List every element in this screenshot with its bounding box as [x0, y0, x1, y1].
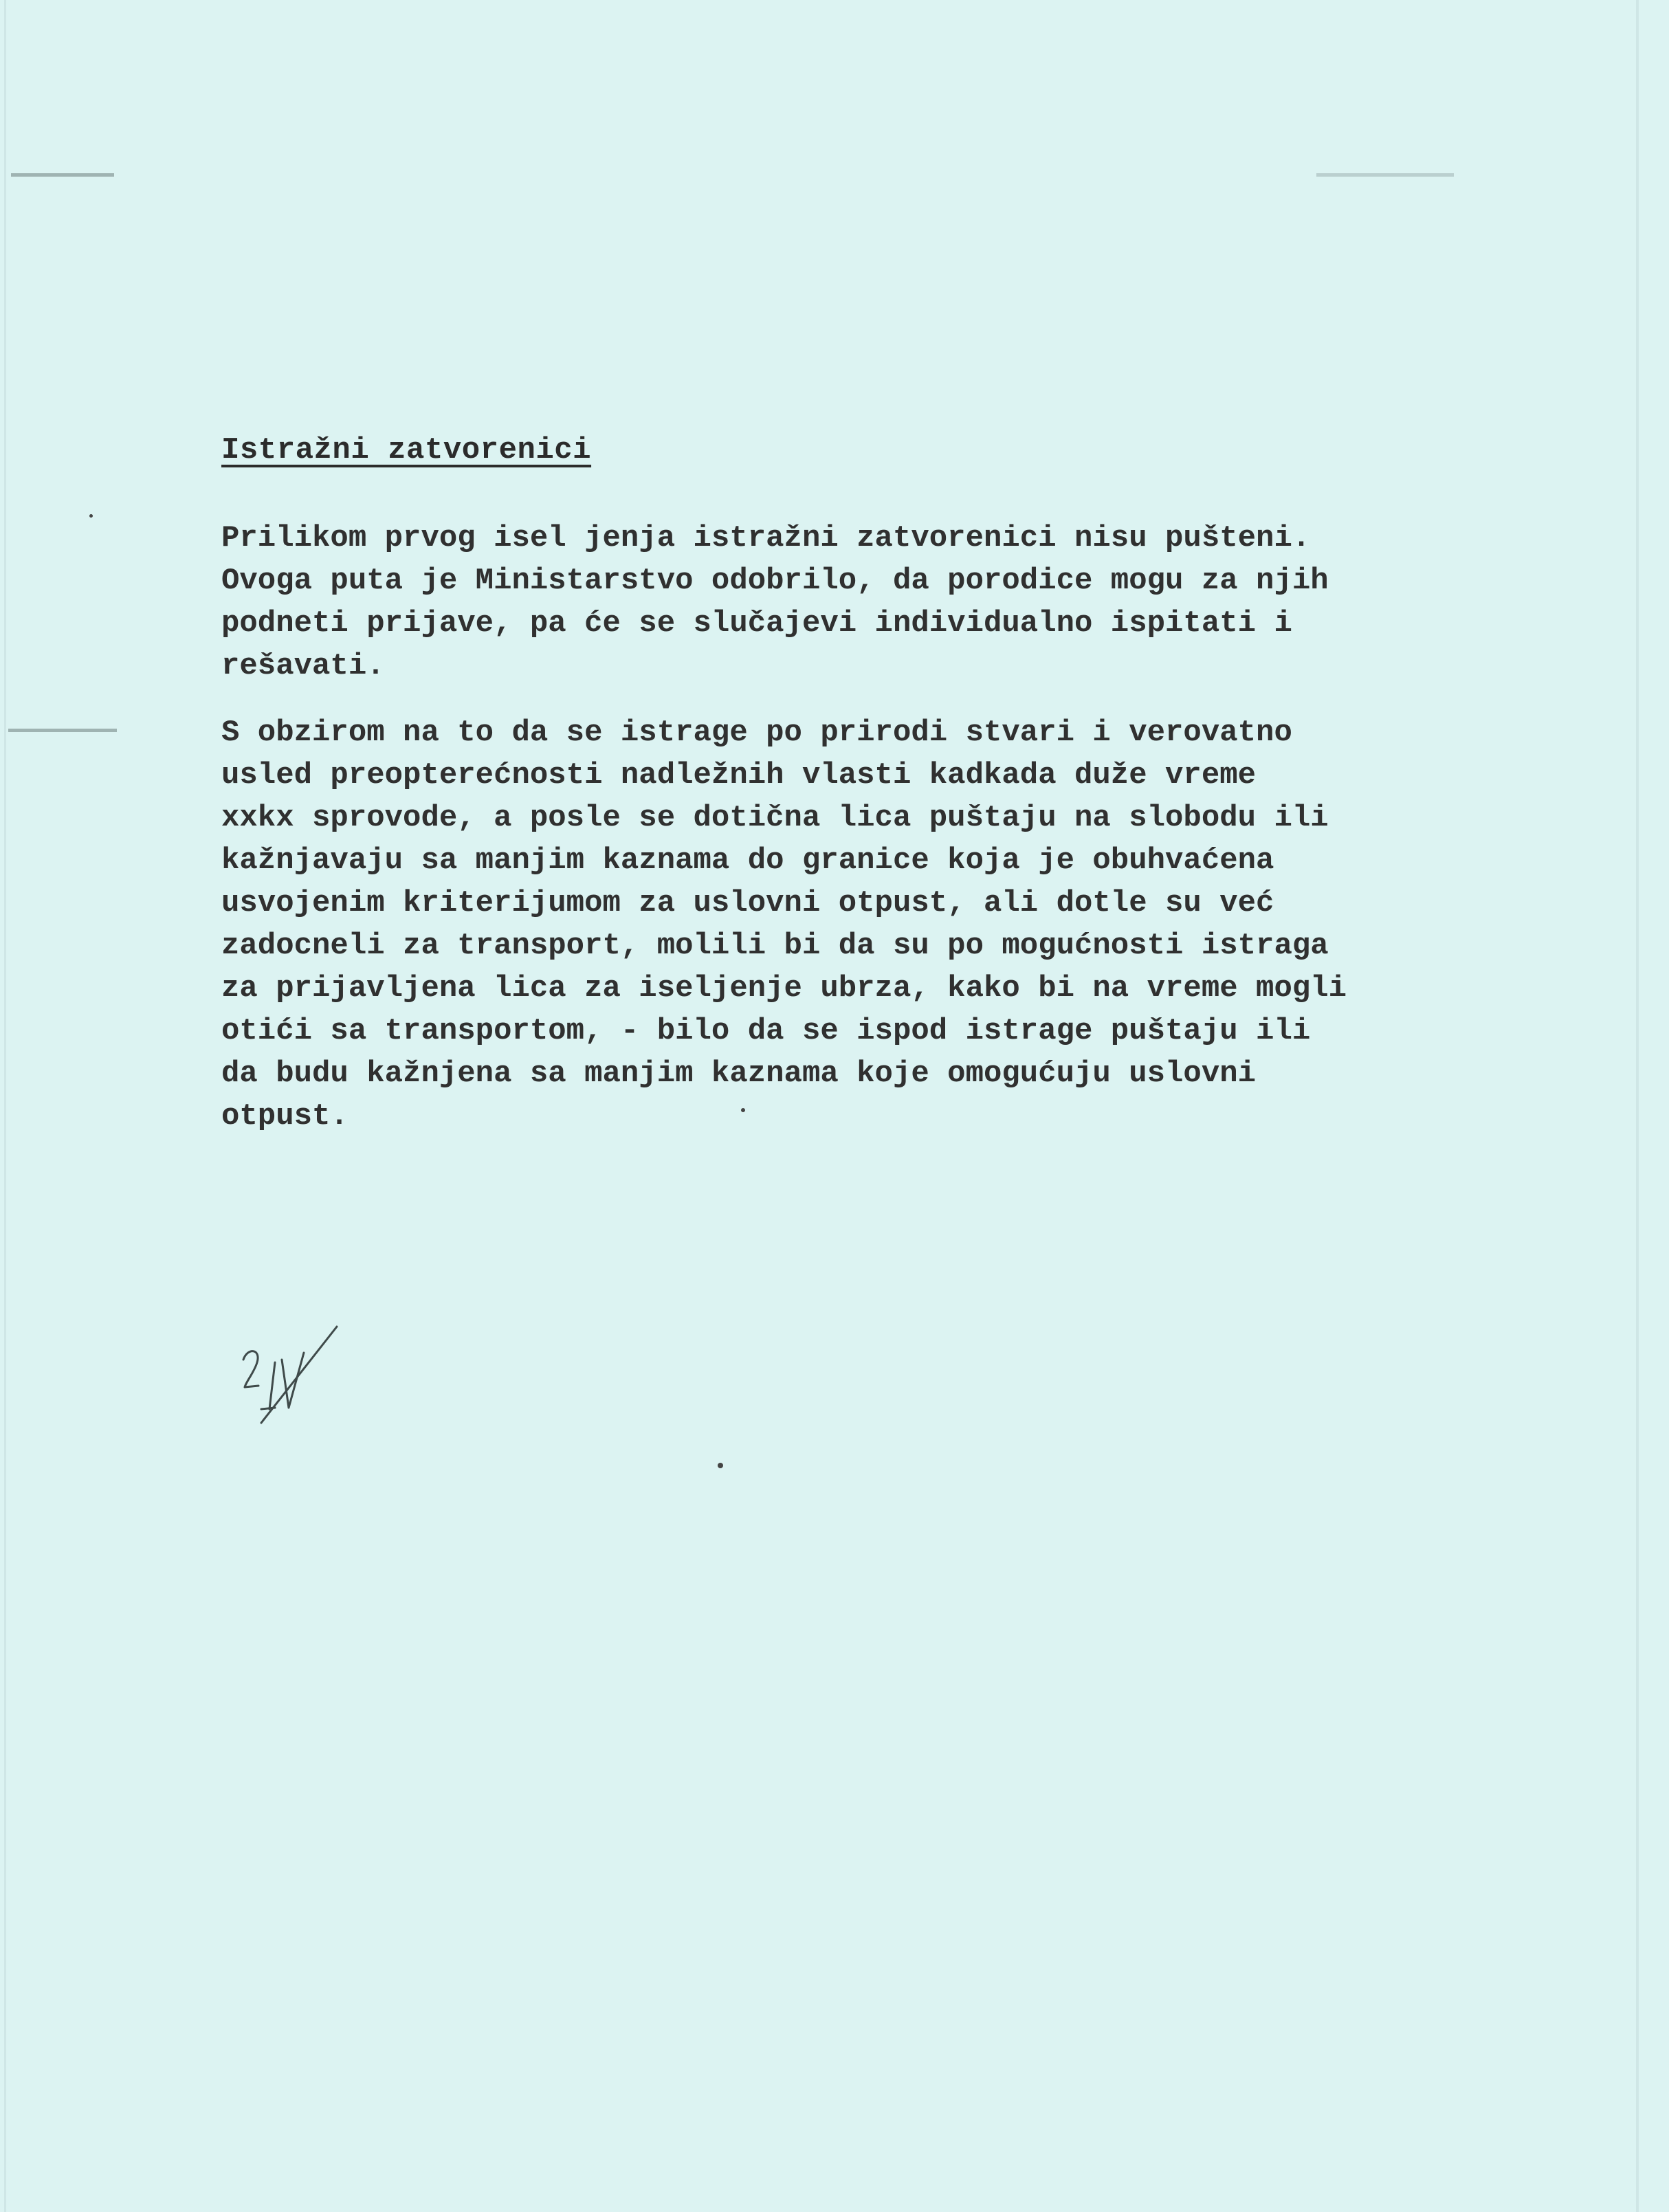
ink-speck	[741, 1108, 745, 1112]
paragraph-line: S obzirom na to da se istrage po prirodi stvari i verovatno	[221, 716, 1292, 750]
ink-speck	[89, 514, 93, 518]
paragraph-line: zadocneli za transport, molili bi da su po mogućnosti istraga	[221, 929, 1329, 963]
margin-mark-top-right	[1316, 173, 1454, 177]
margin-mark-left	[8, 729, 117, 732]
ink-speck	[718, 1463, 723, 1468]
paragraph-line: kažnjavaju sa manjim kaznama do granice koja je obuhvaćena	[221, 843, 1274, 878]
paragraph-line: podneti prijave, pa će se slučajevi individualno ispitati i	[221, 606, 1292, 641]
paragraph-1	[221, 517, 1555, 687]
paragraph-line: rešavati.	[221, 649, 385, 683]
right-edge-shadow	[1636, 0, 1639, 2212]
paragraph-line: otpust.	[221, 1099, 349, 1133]
paragraph-line: otići sa transportom, - bilo da se ispod istrage puštaju ili	[221, 1014, 1311, 1048]
paragraph-line: Prilikom prvog isel jenja istražni zatvorenici nisu pušteni.	[221, 521, 1311, 555]
paragraph-line: usvojenim kriterijumom za uslovni otpust, ali dotle su već	[221, 886, 1274, 920]
paragraph-2	[221, 711, 1555, 1138]
paragraph-line: Ovoga puta je Ministarstvo odobrilo, da porodice mogu za njih	[221, 564, 1329, 598]
paragraph-line: usled preopterećnosti nadležnih vlasti kadkada duže vreme	[221, 758, 1257, 793]
handwritten-mark	[234, 1320, 351, 1437]
paragraph-line: da budu kažnjena sa manjim kaznama koje omogućuju uslovni	[221, 1057, 1257, 1091]
margin-mark-top-left	[11, 173, 114, 177]
paragraph-line: xxkx sprovode, a posle se dotična lica puštaju na slobodu ili	[221, 801, 1329, 835]
section-heading: Istražni zatvorenici	[221, 433, 592, 467]
paragraph-line: za prijavljena lica za iseljenje ubrza, kako bi na vreme mogli	[221, 971, 1347, 1006]
left-edge-shadow	[4, 0, 6, 2212]
